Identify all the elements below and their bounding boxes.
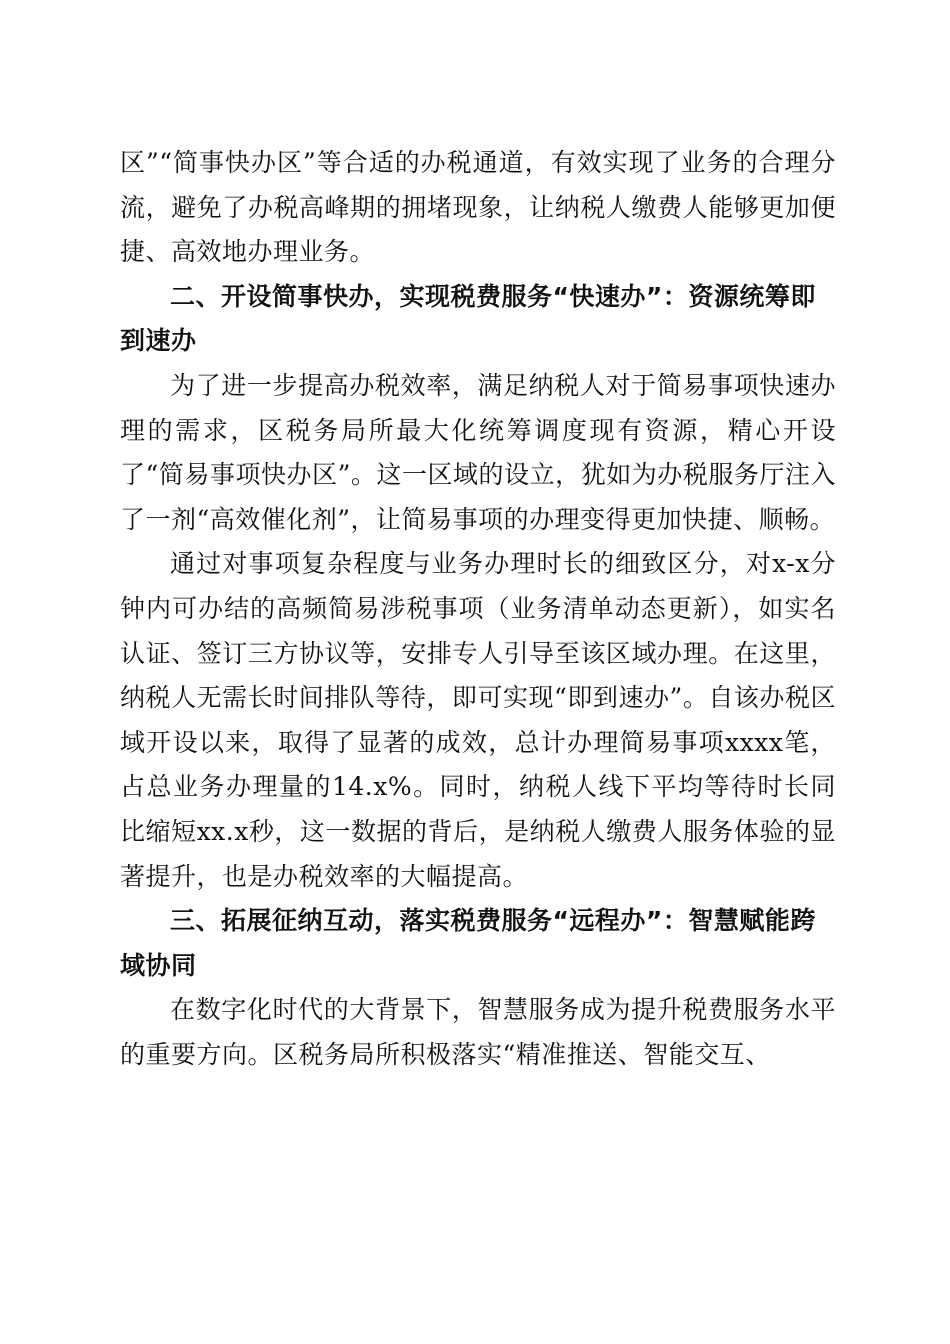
- paragraph-continuation: 区”“简事快办区”等合适的办税通道，有效实现了业务的合理分流，避免了办税高峰期的拥堵现象，让纳税人缴费人能够更加便捷、高效地办理业务。: [120, 148, 836, 267]
- section-heading-3: 三、拓展征纳互动，落实税费服务“远程办”：智慧赋能跨域协同: [120, 906, 816, 980]
- document-body: [120, 141, 836, 1077]
- paragraph-results: 通过对事项复杂程度与业务办理时长的细致区分，对x-x分钟内可办结的高频简易涉税事项（业务清单动态更新），如实名认证、签订三方协议等，安排专人引导至该区域办理。在这里，纳税人无需长时间排队等待，即可实现“即到速办”。自该办税区域开设以来，取得了显著的成效，总计办理简易事项xxxx笔，占总业务办理量的14.x%。同时，纳税人线下平均等待时长同比缩短xx.x秒，这一数据的背后，是纳税人缴费人服务体验的显著提升，也是办税效率的大幅提高。: [120, 549, 836, 891]
- section-heading-2: 二、开设简事快办，实现税费服务“快速办”：资源统筹即到速办: [120, 281, 816, 356]
- paragraph-efficiency: 为了进一步提高办税效率，满足纳税人对于简易事项快速办理的需求，区税务局所最大化统筹调度现有资源，精心开设了“简易事项快办区”。这一区域的设立，犹如为办税服务厅注入了一剂“高效催化剂”，让简易事项的办理变得更加快捷、顺畅。: [120, 370, 836, 534]
- paragraph-digital: 在数字化时代的大背景下，智慧服务成为提升税费服务水平的重要方向。区税务局所积极落实“精准推送、智能交互、: [120, 995, 836, 1069]
